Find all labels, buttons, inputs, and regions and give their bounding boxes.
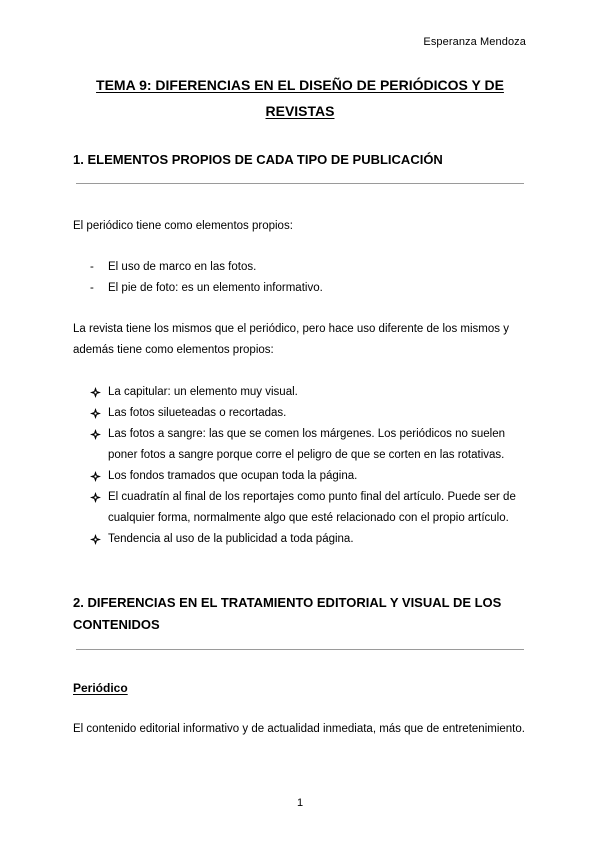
list-item — [108, 466, 534, 487]
list-item — [108, 487, 534, 529]
list-item — [90, 257, 528, 278]
list-item-text: El uso de marco en las fotos. — [108, 261, 257, 273]
diamond-bullet-icon — [90, 408, 101, 419]
periodico-elements-list — [90, 257, 528, 299]
section-2-heading: 2. DIFERENCIAS EN EL TRATAMIENTO EDITORIAL Y VISUAL DE LOS CONTENIDOS — [73, 595, 502, 632]
periodico-intro: El periódico tiene como elementos propios: — [73, 220, 293, 232]
dash-marker: - — [90, 261, 94, 273]
author-name: Esperanza Mendoza — [423, 36, 526, 48]
periodico-subheading: Periódico — [73, 681, 128, 695]
list-item — [108, 529, 534, 550]
diamond-bullet-icon — [90, 534, 101, 545]
list-item-text: Tendencia al uso de la publicidad a toda página. — [108, 533, 354, 545]
list-item-text: Los fondos tramados que ocupan toda la página. — [108, 470, 358, 482]
list-item-text: El pie de foto: es un elemento informativo. — [108, 282, 323, 294]
document-title: TEMA 9: DIFERENCIAS EN EL DISEÑO DE PERIÓDICOS Y DE REVISTAS — [96, 77, 504, 119]
list-item-text: Las fotos a sangre: las que se comen los márgenes. Los periódicos no suelen poner fotos a sangre porque corre el peligro de que se corten en las rotativas. — [108, 428, 505, 461]
diamond-bullet-icon — [90, 471, 101, 482]
section-1-heading: 1. ELEMENTOS PROPIOS DE CADA TIPO DE PUBLICACIÓN — [73, 152, 443, 167]
section-1-divider — [76, 183, 524, 184]
list-item — [108, 424, 534, 466]
diamond-bullet-icon — [90, 387, 101, 398]
list-item-text: Las fotos silueteadas o recortadas. — [108, 407, 287, 419]
diamond-bullet-icon — [90, 492, 101, 503]
list-item-text: El cuadratín al final de los reportajes como punto final del artículo. Puede ser de cualquier forma, normalmente algo que esté relacionado con el propio artículo. — [108, 491, 516, 524]
periodico-paragraph: El contenido editorial informativo y de actualidad inmediata, más que de entretenimiento. — [73, 723, 525, 735]
dash-marker: - — [90, 282, 94, 294]
diamond-bullet-icon — [90, 429, 101, 440]
list-item — [108, 382, 534, 403]
list-item — [108, 403, 534, 424]
list-item — [90, 278, 528, 299]
page-number: 1 — [296, 797, 304, 809]
revista-elements-list — [108, 382, 534, 550]
section-2-divider — [76, 649, 524, 650]
list-item-text: La capitular: un elemento muy visual. — [108, 386, 298, 398]
revista-intro: La revista tiene los mismos que el periódico, pero hace uso diferente de los mismos y además tiene como elementos propios: — [73, 323, 509, 356]
